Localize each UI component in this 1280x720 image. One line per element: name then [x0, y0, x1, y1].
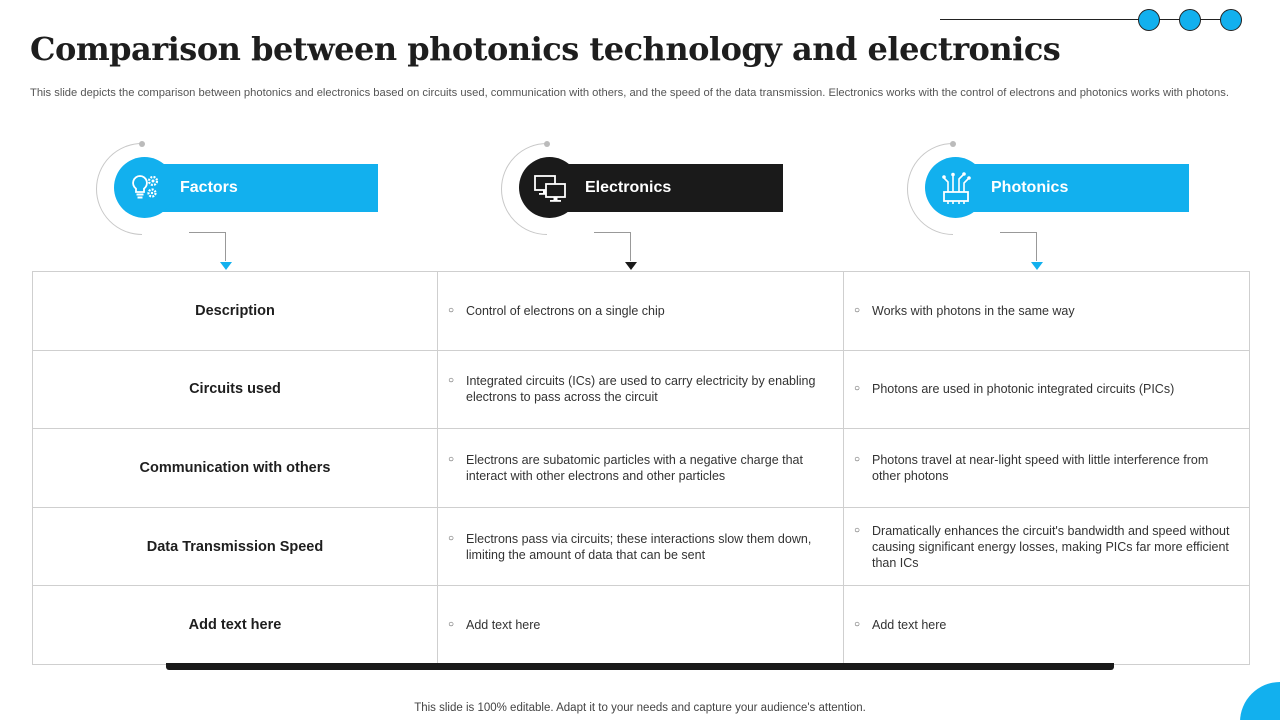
header-connector — [1000, 232, 1037, 261]
table-row — [33, 586, 1250, 665]
bullet-text: Photons travel at near-light speed with little interference from other photons — [872, 452, 1209, 483]
lightbulb-gears-icon — [114, 157, 175, 218]
header-connector — [189, 232, 226, 261]
factor-cell: Circuits used — [33, 350, 438, 429]
header-connector — [594, 232, 631, 261]
bullet-item — [854, 523, 1239, 571]
factor-cell: Add text here — [33, 586, 438, 665]
bullet-text: Photons are used in photonic integrated circuits (PICs) — [872, 382, 1175, 397]
monitors-icon — [519, 157, 580, 218]
photonics-cell — [844, 586, 1250, 665]
photonics-cell — [844, 272, 1250, 351]
bullet-text: Dramatically enhances the circuit's bandwidth and speed without causing significant energy losses, making PICs far more efficient than ICs — [872, 523, 1230, 570]
bullet-item — [448, 617, 833, 633]
bullet-text: Integrated circuits (ICs) are used to carry electricity by enabling electrons to pass across the circuit — [466, 374, 816, 405]
bullet-circle-icon: ○ — [854, 383, 861, 395]
photonics-cell — [844, 507, 1250, 586]
bullet-item — [448, 531, 833, 563]
circuit-chip-icon — [925, 157, 986, 218]
electronics-cell — [438, 272, 844, 351]
bullet-text: Add text here — [872, 618, 947, 633]
header-arc-dot — [544, 141, 550, 147]
corner-decoration — [1240, 682, 1280, 720]
comparison-table — [32, 271, 1250, 665]
header-factors — [101, 140, 401, 272]
bullet-item — [854, 303, 1239, 319]
header-arc-dot — [950, 141, 956, 147]
bullet-circle-icon: ○ — [854, 619, 861, 631]
table-bottom-bar — [166, 663, 1114, 670]
connector-dot — [1179, 9, 1201, 31]
electronics-cell — [438, 350, 844, 429]
electronics-cell — [438, 429, 844, 508]
bullet-item — [854, 617, 1239, 633]
table-row — [33, 272, 1250, 351]
factor-cell: Data Transmission Speed — [33, 507, 438, 586]
header-label: Photonics — [991, 179, 1069, 196]
photonics-cell — [844, 350, 1250, 429]
bullet-text: Works with photons in the same way — [872, 303, 1075, 318]
electronics-cell — [438, 586, 844, 665]
table-row — [33, 429, 1250, 508]
slide-subtitle: This slide depicts the comparison between photonics and electronics based on circuits used, communication with others, and the speed of the data transmission. Electronics works with the control of electrons and photonics works with photons. — [30, 87, 1229, 99]
header-arc-dot — [139, 141, 145, 147]
bullet-item — [448, 373, 833, 405]
header-electronics — [506, 140, 806, 272]
header-label: Electronics — [585, 179, 672, 196]
header-label: Factors — [180, 179, 238, 196]
table-row — [33, 507, 1250, 586]
bullet-item — [854, 381, 1239, 397]
bullet-circle-icon: ○ — [854, 304, 861, 316]
bullet-text: Control of electrons on a single chip — [466, 303, 665, 318]
electronics-cell — [438, 507, 844, 586]
bullet-circle-icon: ○ — [448, 453, 455, 465]
bullet-circle-icon: ○ — [448, 619, 455, 631]
down-arrow-icon — [625, 262, 637, 270]
slide-footer: This slide is 100% editable. Adapt it to your needs and capture your audience's attention. — [414, 702, 866, 714]
bullet-circle-icon: ○ — [448, 375, 455, 387]
down-arrow-icon — [220, 262, 232, 270]
bullet-item — [448, 303, 833, 319]
bullet-text: Electrons are subatomic particles with a negative charge that interact with other electrons and other particles — [466, 452, 803, 483]
bullet-text: Electrons pass via circuits; these interactions slow them down, limiting the amount of data that can be sent — [466, 531, 812, 562]
bullet-item — [448, 452, 833, 484]
header-bar — [141, 164, 378, 212]
connector-dot — [1220, 9, 1242, 31]
bullet-text: Add text here — [466, 618, 541, 633]
photonics-cell — [844, 429, 1250, 508]
down-arrow-icon — [1031, 262, 1043, 270]
bullet-circle-icon: ○ — [854, 524, 861, 536]
bullet-item — [854, 452, 1239, 484]
factor-cell: Communication with others — [33, 429, 438, 508]
bullet-circle-icon: ○ — [448, 532, 455, 544]
slide-title: Comparison between photonics technology and electronics — [30, 30, 1061, 68]
header-photonics — [912, 140, 1212, 272]
table-row — [33, 350, 1250, 429]
bullet-circle-icon: ○ — [854, 453, 861, 465]
header-bar — [952, 164, 1189, 212]
connector-dot — [1138, 9, 1160, 31]
factor-cell: Description — [33, 272, 438, 351]
bullet-circle-icon: ○ — [448, 304, 455, 316]
